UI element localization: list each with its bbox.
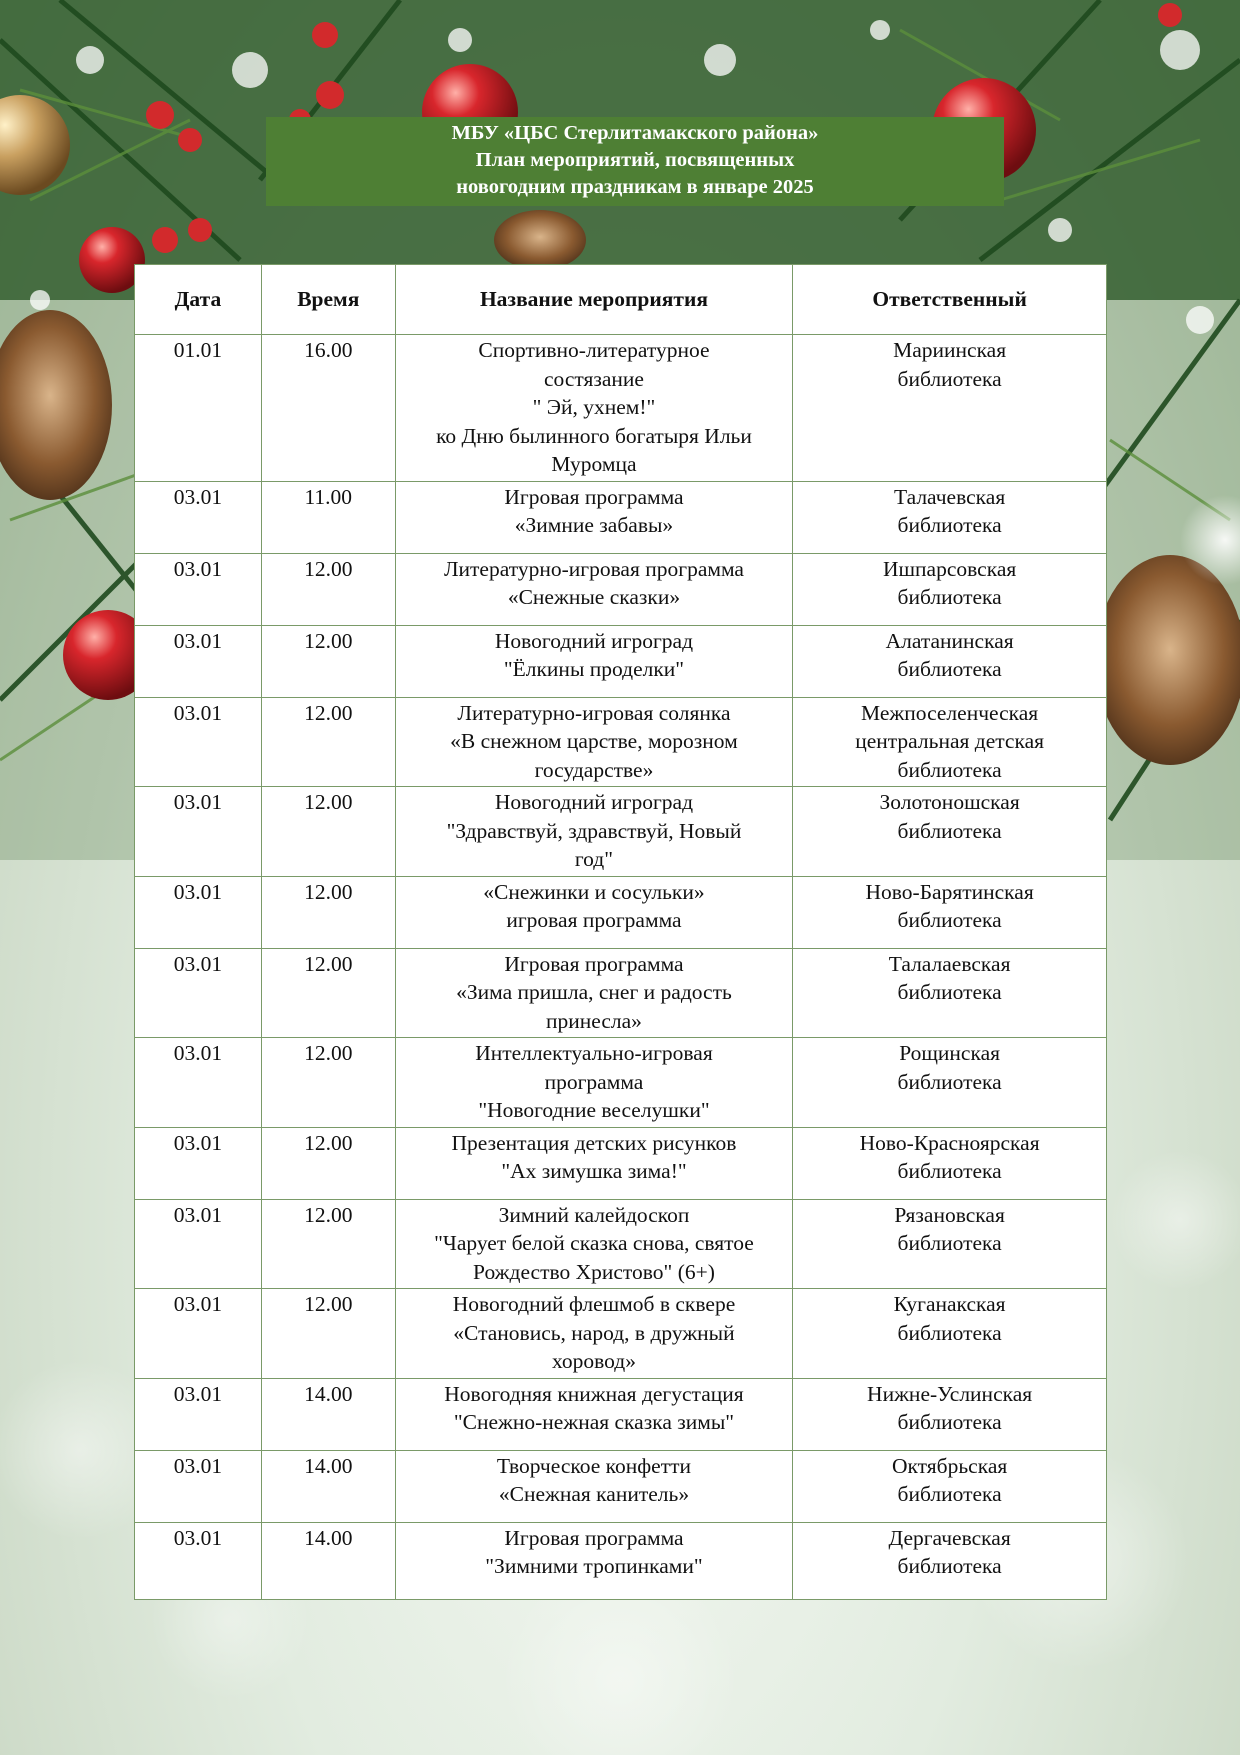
- responsible-line: библиотека: [897, 1410, 1002, 1434]
- responsible-line: Куганакская: [893, 1292, 1006, 1316]
- cell-date: 03.01: [135, 1127, 262, 1199]
- table-row: [135, 625, 1107, 697]
- responsible-line: Алатанинская: [885, 628, 1014, 653]
- responsible-line: библиотека: [897, 908, 1002, 932]
- responsible-line: Межпоселенческая: [861, 700, 1039, 725]
- responsible-line: библиотека: [897, 1069, 1002, 1094]
- cell-time: 16.00: [261, 335, 395, 482]
- cell-date: 03.01: [135, 1522, 262, 1599]
- event-name-line: Литературно-игровая программа: [443, 556, 744, 581]
- cell-event-name: [395, 1199, 793, 1289]
- cell-time: 12.00: [261, 1199, 395, 1289]
- responsible-line: Рощинская: [899, 1041, 1001, 1065]
- cell-time: 12.00: [261, 1038, 395, 1128]
- cell-event-name: [395, 1378, 793, 1450]
- event-name-line: "Зимними тропинками": [485, 1554, 703, 1578]
- event-name-line: программа: [544, 1069, 644, 1094]
- responsible-line: библиотека: [897, 1482, 1002, 1506]
- event-name-line: «Снежные сказки»: [507, 585, 681, 609]
- cell-event-name: [395, 876, 793, 948]
- event-name-line: ко Дню былинного богатыря Ильи: [436, 423, 752, 448]
- event-name-line: «Снежинки и сосульки»: [483, 879, 705, 904]
- cell-event-name: [395, 1289, 793, 1379]
- event-name-line: Творческое конфетти: [496, 1453, 692, 1478]
- table-row: [135, 553, 1107, 625]
- cell-time: 14.00: [261, 1450, 395, 1522]
- event-name-line: «Зимние забавы»: [514, 513, 674, 537]
- table-row: [135, 697, 1107, 787]
- table-body: [135, 335, 1107, 1600]
- cell-responsible: [793, 335, 1107, 482]
- event-name-line: "Новогодние веселушки": [478, 1098, 710, 1122]
- event-name-line: Муромца: [551, 452, 637, 476]
- event-name-line: хоровод»: [551, 1349, 636, 1373]
- event-name-line: государстве»: [534, 757, 654, 782]
- table-row: [135, 1127, 1107, 1199]
- cell-event-name: [395, 335, 793, 482]
- cell-time: 12.00: [261, 697, 395, 787]
- event-name-line: Рождество Христово" (6+): [473, 1259, 715, 1284]
- table-row: [135, 1450, 1107, 1522]
- responsible-line: Талачевская: [894, 484, 1006, 509]
- cell-time: 11.00: [261, 481, 395, 553]
- responsible-line: библиотека: [897, 1159, 1002, 1183]
- cell-date: 03.01: [135, 553, 262, 625]
- cell-time: 12.00: [261, 1289, 395, 1379]
- cell-event-name: [395, 481, 793, 553]
- column-header-event-name: Название мероприятия: [395, 265, 793, 335]
- cell-date: 01.01: [135, 335, 262, 482]
- responsible-line: Нижне-Услинская: [867, 1381, 1033, 1406]
- responsible-line: библиотека: [897, 980, 1002, 1004]
- cell-date: 03.01: [135, 1378, 262, 1450]
- cell-time: 12.00: [261, 553, 395, 625]
- event-name-line: "Ёлкины проделки": [503, 657, 685, 681]
- table-row: [135, 948, 1107, 1038]
- event-name-line: "Ах зимушка зима!": [501, 1159, 687, 1183]
- cell-responsible: [793, 1289, 1107, 1379]
- column-header-responsible: Ответственный: [793, 265, 1107, 335]
- event-name-line: Интеллектуально-игровая: [475, 1041, 713, 1065]
- event-name-line: Игровая программа: [504, 484, 684, 509]
- responsible-line: библиотека: [897, 757, 1002, 782]
- header-title: План мероприятий, посвященных: [475, 149, 795, 171]
- cell-time: 12.00: [261, 948, 395, 1038]
- cell-date: 03.01: [135, 1450, 262, 1522]
- cell-time: 14.00: [261, 1378, 395, 1450]
- event-name-line: Новогодняя книжная дегустация: [444, 1381, 744, 1406]
- table-row: [135, 1038, 1107, 1128]
- cell-event-name: [395, 1450, 793, 1522]
- responsible-line: центральная детская: [855, 729, 1044, 753]
- header-organization: МБУ «ЦБС Стерлитамакского района»: [451, 122, 819, 144]
- cell-event-name: [395, 1127, 793, 1199]
- responsible-line: Дергачевская: [888, 1525, 1011, 1550]
- cell-event-name: [395, 787, 793, 877]
- cell-date: 03.01: [135, 697, 262, 787]
- responsible-line: библиотека: [897, 585, 1002, 609]
- cell-responsible: [793, 876, 1107, 948]
- cell-responsible: [793, 948, 1107, 1038]
- event-name-line: год": [574, 847, 614, 871]
- event-name-line: игровая программа: [506, 908, 682, 932]
- responsible-line: библиотека: [897, 1554, 1002, 1578]
- event-name-line: «Становись, народ, в дружный: [453, 1320, 735, 1345]
- responsible-line: библиотека: [897, 1231, 1002, 1255]
- cell-event-name: [395, 1522, 793, 1599]
- cell-date: 03.01: [135, 948, 262, 1038]
- event-name-line: Литературно-игровая солянка: [457, 700, 731, 725]
- event-name-line: состязание: [543, 366, 644, 391]
- table-row: [135, 1522, 1107, 1599]
- responsible-line: Ново-Барятинская: [865, 879, 1034, 904]
- column-header-date: Дата: [135, 265, 262, 335]
- responsible-line: библиотека: [897, 366, 1002, 391]
- cell-date: 03.01: [135, 1199, 262, 1289]
- cell-date: 03.01: [135, 1289, 262, 1379]
- event-name-line: Зимний калейдоскоп: [498, 1202, 690, 1227]
- cell-responsible: [793, 1199, 1107, 1289]
- responsible-line: Рязановская: [894, 1202, 1005, 1227]
- cell-event-name: [395, 697, 793, 787]
- responsible-line: Талалаевская: [888, 951, 1011, 976]
- responsible-line: библиотека: [897, 818, 1002, 843]
- cell-responsible: [793, 1522, 1107, 1599]
- event-name-line: Презентация детских рисунков: [451, 1130, 737, 1155]
- event-name-line: Новогодний игроград: [494, 790, 694, 814]
- cell-responsible: [793, 1450, 1107, 1522]
- event-name-line: «Снежная канитель»: [498, 1482, 690, 1506]
- cell-date: 03.01: [135, 1038, 262, 1128]
- cell-time: 12.00: [261, 1127, 395, 1199]
- event-name-line: Новогодний игроград: [494, 628, 694, 653]
- event-name-line: «Зима пришла, снег и радость: [456, 980, 732, 1004]
- column-header-time: Время: [261, 265, 395, 335]
- cell-date: 03.01: [135, 787, 262, 877]
- table-row: [135, 1289, 1107, 1379]
- event-name-line: Новогодний флешмоб в сквере: [452, 1292, 736, 1316]
- table-row: [135, 1199, 1107, 1289]
- table-row: [135, 481, 1107, 553]
- header-subtitle: новогодним праздникам в январе 2025: [456, 176, 814, 198]
- cell-responsible: [793, 787, 1107, 877]
- cell-time: 12.00: [261, 787, 395, 877]
- cell-responsible: [793, 1127, 1107, 1199]
- responsible-line: Ново-Красноярская: [859, 1130, 1040, 1155]
- cell-time: 12.00: [261, 876, 395, 948]
- event-name-line: "Чарует белой сказка снова, святое: [434, 1231, 754, 1255]
- cell-event-name: [395, 1038, 793, 1128]
- event-name-line: принесла»: [546, 1008, 642, 1033]
- event-name-line: "Снежно-нежная сказка зимы": [453, 1410, 735, 1434]
- table-row: [135, 787, 1107, 877]
- table-row: [135, 1378, 1107, 1450]
- responsible-line: библиотека: [897, 513, 1002, 537]
- responsible-line: Ишпарсовская: [882, 556, 1017, 581]
- cell-responsible: [793, 481, 1107, 553]
- event-name-line: " Эй, ухнем!": [532, 395, 656, 419]
- responsible-line: библиотека: [897, 1320, 1002, 1345]
- cell-event-name: [395, 553, 793, 625]
- cell-event-name: [395, 625, 793, 697]
- cell-responsible: [793, 697, 1107, 787]
- responsible-line: Мариинская: [893, 338, 1007, 362]
- cell-date: 03.01: [135, 625, 262, 697]
- cell-date: 03.01: [135, 481, 262, 553]
- cell-event-name: [395, 948, 793, 1038]
- cell-time: 12.00: [261, 625, 395, 697]
- document-header: [266, 117, 1004, 206]
- responsible-line: библиотека: [897, 657, 1002, 681]
- cell-responsible: [793, 1038, 1107, 1128]
- cell-date: 03.01: [135, 876, 262, 948]
- event-name-line: Игровая программа: [504, 951, 684, 976]
- responsible-line: Октябрьская: [891, 1453, 1008, 1478]
- table-header-row: [135, 265, 1107, 335]
- cell-responsible: [793, 625, 1107, 697]
- cell-time: 14.00: [261, 1522, 395, 1599]
- cell-responsible: [793, 553, 1107, 625]
- table-row: [135, 335, 1107, 482]
- responsible-line: Золотоношская: [879, 790, 1020, 814]
- cell-responsible: [793, 1378, 1107, 1450]
- events-table: [134, 264, 1107, 1600]
- event-name-line: Игровая программа: [504, 1525, 684, 1550]
- event-name-line: «В снежном царстве, морозном: [450, 729, 738, 753]
- table-row: [135, 876, 1107, 948]
- event-name-line: "Здравствуй, здравствуй, Новый: [446, 818, 742, 843]
- event-name-line: Спортивно-литературное: [478, 338, 710, 362]
